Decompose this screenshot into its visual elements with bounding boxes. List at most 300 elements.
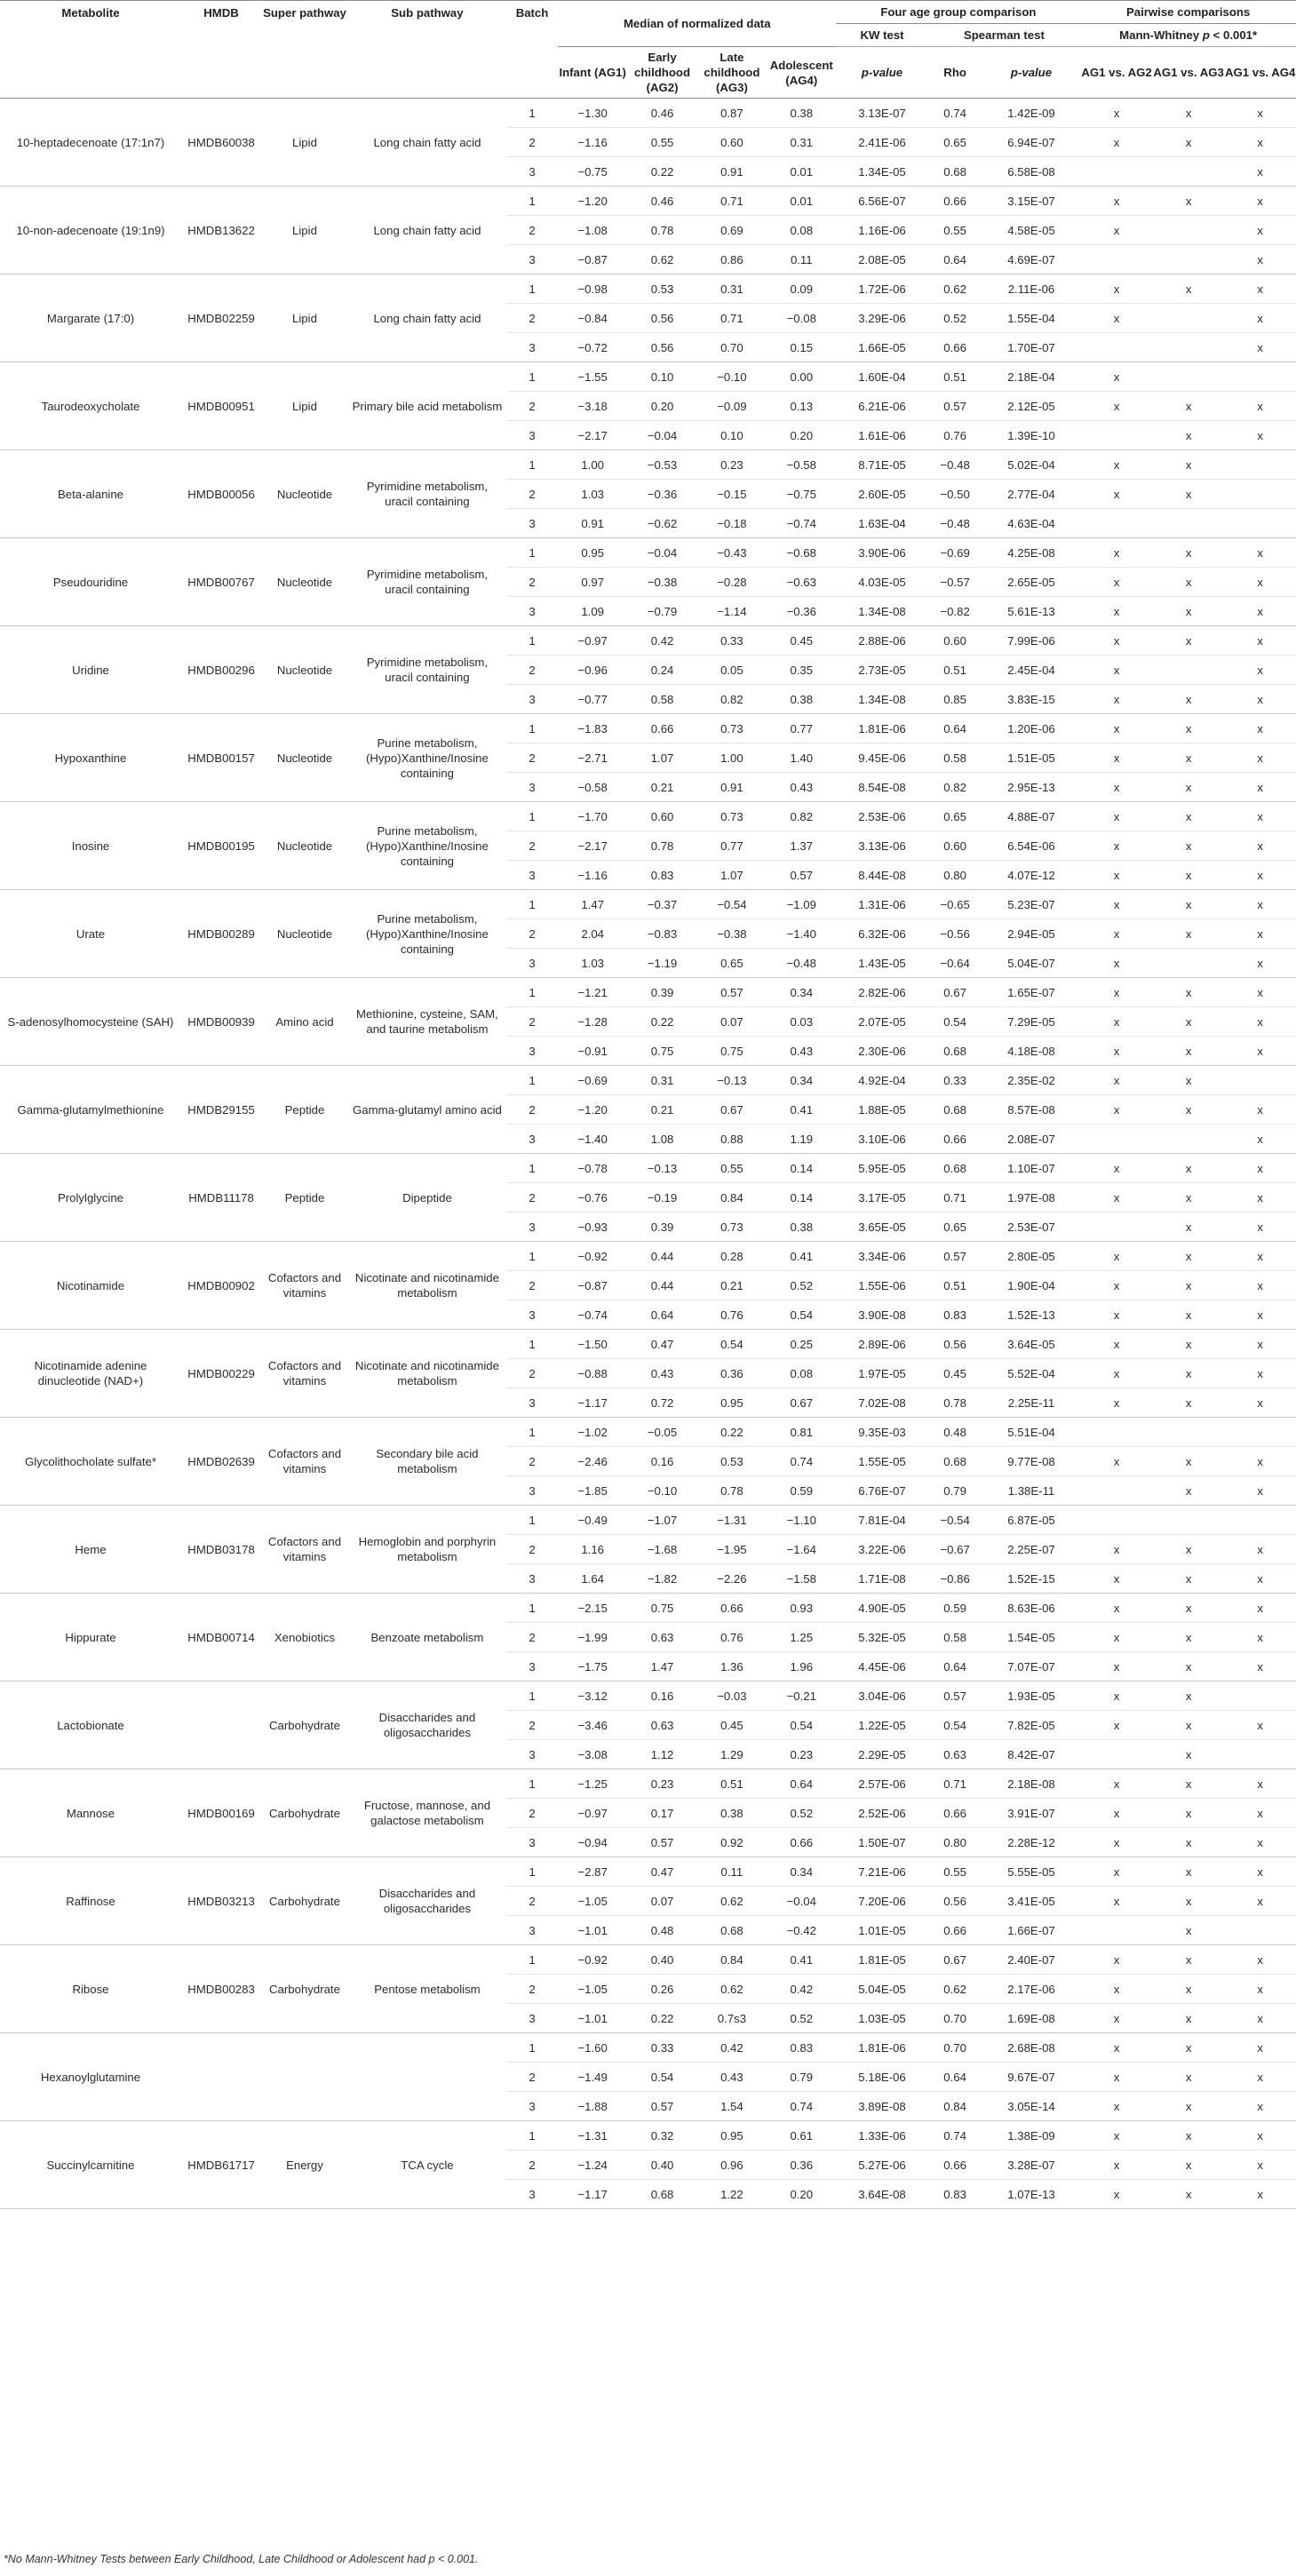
cell-ag1-vs-ag3: x [1153,1447,1225,1476]
cell-ag1-vs-ag3: x [1153,421,1225,450]
cell-spearman-p-value: 5.04E-07 [982,949,1081,978]
cell-adolescent: 0.20 [767,2180,836,2209]
hmdb-id: HMDB13622 [181,187,261,274]
cell-ag1-vs-ag3: x [1153,1887,1225,1916]
cell-infant: −1.83 [558,714,627,743]
cell-adolescent: 0.43 [767,773,836,802]
cell-ag1-vs-ag2: x [1080,1769,1153,1799]
cell-ag1-vs-ag4: x [1224,421,1296,450]
cell-rho: 0.66 [928,333,982,362]
cell-ag1-vs-ag2: x [1080,2033,1153,2063]
cell-infant: 0.97 [558,568,627,597]
cell-spearman-p-value: 8.57E-08 [982,1095,1081,1125]
cell-rho: −0.57 [928,568,982,597]
sub-pathway: Methionine, cysteine, SAM, and taurine metabolism [348,978,506,1066]
cell-ag1-vs-ag4: x [1224,2180,1296,2209]
cell-early-childhood: 0.57 [627,1828,696,1857]
cell-spearman-p-value: 1.70E-07 [982,333,1081,362]
cell-ag1-vs-ag3: x [1153,274,1225,304]
cell-late-childhood: 0.91 [697,157,767,187]
cell-ag1-vs-ag4: x [1224,626,1296,656]
table-row [0,362,1296,392]
cell-adolescent: 0.42 [767,1975,836,2004]
cell-ag1-vs-ag3: x [1153,1183,1225,1212]
cell-early-childhood: 1.12 [627,1740,696,1769]
cell-infant: −1.20 [558,1095,627,1125]
cell-infant: −0.87 [558,1271,627,1300]
cell-batch: 2 [506,2063,558,2092]
metabolite-name: Margarate (17:0) [0,274,181,362]
cell-spearman-p-value: 4.58E-05 [982,216,1081,245]
cell-ag1-vs-ag4: x [1224,2151,1296,2180]
cell-early-childhood: 0.48 [627,1916,696,1945]
cell-batch: 1 [506,1594,558,1623]
cell-adolescent: 0.14 [767,1154,836,1183]
sub-pathway: Pyrimidine metabolism, uracil containing [348,626,506,714]
cell-rho: 0.64 [928,2063,982,2092]
cell-early-childhood: −0.13 [627,1154,696,1183]
cell-ag1-vs-ag3: x [1153,1769,1225,1799]
cell-ag1-vs-ag4: x [1224,2063,1296,2092]
cell-ag1-vs-ag3: x [1153,2004,1225,2033]
cell-batch: 1 [506,1769,558,1799]
cell-infant: −1.85 [558,1476,627,1506]
cell-adolescent: −1.58 [767,1564,836,1594]
cell-spearman-p-value: 1.51E-05 [982,743,1081,773]
cell-ag1-vs-ag3 [1153,1418,1225,1447]
cell-infant: −0.72 [558,333,627,362]
cell-late-childhood: 1.54 [697,2092,767,2121]
cell-spearman-p-value: 8.63E-06 [982,1594,1081,1623]
cell-batch: 2 [506,2151,558,2180]
cell-ag1-vs-ag4: x [1224,656,1296,685]
cell-spearman-p-value: 1.52E-13 [982,1300,1081,1330]
cell-ag1-vs-ag4 [1224,1418,1296,1447]
cell-late-childhood: 0.84 [697,1945,767,1975]
cell-late-childhood: −1.14 [697,597,767,626]
cell-ag1-vs-ag3: x [1153,597,1225,626]
cell-batch: 2 [506,1095,558,1125]
cell-infant: 1.03 [558,480,627,509]
cell-ag1-vs-ag2: x [1080,773,1153,802]
cell-early-childhood: −0.04 [627,421,696,450]
sub-pathway: Gamma-glutamyl amino acid [348,1066,506,1154]
cell-ag1-vs-ag4: x [1224,1887,1296,1916]
cell-kw-p-value: 1.03E-05 [836,2004,927,2033]
cell-infant: −0.97 [558,626,627,656]
cell-batch: 3 [506,245,558,274]
cell-ag1-vs-ag2: x [1080,1037,1153,1066]
cell-spearman-p-value: 1.52E-15 [982,1564,1081,1594]
cell-kw-p-value: 3.04E-06 [836,1682,927,1711]
cell-ag1-vs-ag2 [1080,333,1153,362]
cell-ag1-vs-ag4: x [1224,1799,1296,1828]
cell-late-childhood: 0.91 [697,773,767,802]
cell-rho: 0.59 [928,1594,982,1623]
cell-adolescent: −0.04 [767,1887,836,1916]
cell-infant: −1.20 [558,187,627,216]
cell-ag1-vs-ag3: x [1153,1975,1225,2004]
cell-ag1-vs-ag3: x [1153,1945,1225,1975]
cell-infant: −1.17 [558,2180,627,2209]
cell-ag1-vs-ag2: x [1080,2092,1153,2121]
super-pathway: Nucleotide [261,802,348,890]
cell-batch: 2 [506,568,558,597]
cell-rho: 0.70 [928,2004,982,2033]
metabolite-name: Gamma-glutamylmethionine [0,1066,181,1154]
cell-kw-p-value: 3.64E-08 [836,2180,927,2209]
cell-ag1-vs-ag3: x [1153,538,1225,568]
table-row [0,274,1296,304]
cell-early-childhood: 0.54 [627,2063,696,2092]
cell-early-childhood: 0.46 [627,99,696,128]
cell-ag1-vs-ag2: x [1080,1652,1153,1682]
cell-ag1-vs-ag4: x [1224,1300,1296,1330]
cell-batch: 3 [506,861,558,890]
cell-kw-p-value: 2.53E-06 [836,802,927,831]
cell-ag1-vs-ag2: x [1080,362,1153,392]
cell-late-childhood: 0.62 [697,1887,767,1916]
cell-adolescent: −0.48 [767,949,836,978]
cell-ag1-vs-ag3: x [1153,1271,1225,1300]
cell-batch: 1 [506,538,558,568]
cell-early-childhood: −1.07 [627,1506,696,1535]
super-pathway: Nucleotide [261,538,348,626]
cell-adolescent: 0.15 [767,333,836,362]
cell-spearman-p-value: 2.28E-12 [982,1828,1081,1857]
cell-late-childhood: 1.00 [697,743,767,773]
cell-ag1-vs-ag3: x [1153,743,1225,773]
cell-adolescent: 0.66 [767,1828,836,1857]
cell-kw-p-value: 2.57E-06 [836,1769,927,1799]
cell-kw-p-value: 1.97E-05 [836,1359,927,1388]
cell-batch: 2 [506,128,558,157]
cell-ag1-vs-ag2: x [1080,2063,1153,2092]
cell-late-childhood: −0.54 [697,890,767,919]
cell-rho: 0.82 [928,773,982,802]
hmdb-id: HMDB03213 [181,1857,261,1945]
cell-early-childhood: −0.36 [627,480,696,509]
cell-batch: 3 [506,1125,558,1154]
table-row [0,99,1296,128]
cell-early-childhood: 0.63 [627,1711,696,1740]
cell-infant: −1.31 [558,2121,627,2151]
cell-rho: 0.56 [928,1330,982,1359]
cell-spearman-p-value: 5.52E-04 [982,1359,1081,1388]
cell-ag1-vs-ag3 [1153,216,1225,245]
cell-batch: 3 [506,157,558,187]
cell-kw-p-value: 3.90E-06 [836,538,927,568]
table-row [0,450,1296,480]
cell-ag1-vs-ag2 [1080,1212,1153,1242]
super-pathway: Nucleotide [261,714,348,802]
cell-ag1-vs-ag4: x [1224,333,1296,362]
cell-early-childhood: 0.42 [627,626,696,656]
cell-infant: −0.94 [558,1828,627,1857]
cell-batch: 1 [506,1857,558,1887]
cell-kw-p-value: 1.60E-04 [836,362,927,392]
cell-early-childhood: 0.21 [627,1095,696,1125]
cell-spearman-p-value: 5.61E-13 [982,597,1081,626]
sub-pathway: Primary bile acid metabolism [348,362,506,450]
cell-adolescent: −0.21 [767,1682,836,1711]
cell-late-childhood: −0.38 [697,919,767,949]
cell-infant: 1.09 [558,597,627,626]
cell-infant: −0.77 [558,685,627,714]
cell-rho: 0.62 [928,1975,982,2004]
cell-ag1-vs-ag2: x [1080,1711,1153,1740]
cell-spearman-p-value: 5.51E-04 [982,1418,1081,1447]
cell-ag1-vs-ag4: x [1224,1330,1296,1359]
cell-kw-p-value: 1.55E-06 [836,1271,927,1300]
cell-late-childhood: −0.13 [697,1066,767,1095]
cell-infant: −1.99 [558,1623,627,1652]
cell-spearman-p-value: 2.18E-04 [982,362,1081,392]
cell-infant: −0.78 [558,1154,627,1183]
cell-spearman-p-value: 1.66E-07 [982,1916,1081,1945]
cell-ag1-vs-ag3: x [1153,685,1225,714]
cell-early-childhood: 0.43 [627,1359,696,1388]
sub-pathway: Long chain fatty acid [348,187,506,274]
cell-ag1-vs-ag3: x [1153,1359,1225,1388]
cell-infant: −1.08 [558,216,627,245]
cell-late-childhood: 0.73 [697,1212,767,1242]
cell-ag1-vs-ag3 [1153,1506,1225,1535]
cell-rho: −0.50 [928,480,982,509]
cell-ag1-vs-ag4: x [1224,1095,1296,1125]
cell-spearman-p-value: 1.07E-13 [982,2180,1081,2209]
cell-ag1-vs-ag4: x [1224,128,1296,157]
cell-ag1-vs-ag4: x [1224,1535,1296,1564]
cell-kw-p-value: 1.34E-08 [836,685,927,714]
cell-spearman-p-value: 4.88E-07 [982,802,1081,831]
cell-ag1-vs-ag3: x [1153,99,1225,128]
cell-batch: 3 [506,1652,558,1682]
cell-ag1-vs-ag4 [1224,480,1296,509]
cell-ag1-vs-ag4: x [1224,1183,1296,1212]
cell-kw-p-value: 7.21E-06 [836,1857,927,1887]
cell-kw-p-value: 1.81E-06 [836,714,927,743]
cell-spearman-p-value: 2.80E-05 [982,1242,1081,1271]
cell-adolescent: 0.09 [767,274,836,304]
cell-late-childhood: 0.33 [697,626,767,656]
cell-late-childhood: 0.38 [697,1799,767,1828]
cell-batch: 2 [506,1447,558,1476]
cell-late-childhood: 0.42 [697,2033,767,2063]
super-pathway: Peptide [261,1154,348,1242]
cell-ag1-vs-ag4: x [1224,949,1296,978]
cell-ag1-vs-ag2: x [1080,1447,1153,1476]
metabolite-name: Prolylglycine [0,1154,181,1242]
cell-late-childhood: −1.95 [697,1535,767,1564]
cell-adolescent: 0.20 [767,421,836,450]
cell-batch: 3 [506,1212,558,1242]
header-median-group: Median of normalized data [558,1,836,47]
cell-batch: 3 [506,1916,558,1945]
cell-adolescent: 0.61 [767,2121,836,2151]
cell-late-childhood: 1.22 [697,2180,767,2209]
cell-adolescent: 0.41 [767,1095,836,1125]
sub-pathway: Nicotinate and nicotinamide metabolism [348,1330,506,1418]
cell-late-childhood: 0.86 [697,245,767,274]
cell-ag1-vs-ag2: x [1080,1682,1153,1711]
cell-early-childhood: −0.38 [627,568,696,597]
cell-ag1-vs-ag4 [1224,1066,1296,1095]
cell-infant: −0.98 [558,274,627,304]
cell-rho: 0.67 [928,1945,982,1975]
cell-rho: 0.78 [928,1388,982,1418]
cell-late-childhood: 0.76 [697,1623,767,1652]
cell-batch: 2 [506,919,558,949]
cell-ag1-vs-ag2 [1080,1125,1153,1154]
metabolite-name: Nicotinamide adenine dinucleotide (NAD+) [0,1330,181,1418]
cell-late-childhood: −0.18 [697,509,767,538]
cell-late-childhood: 0.69 [697,216,767,245]
cell-adolescent: 0.23 [767,1740,836,1769]
cell-rho: 0.74 [928,2121,982,2151]
cell-ag1-vs-ag4: x [1224,99,1296,128]
cell-adolescent: 0.79 [767,2063,836,2092]
cell-adolescent: 0.31 [767,128,836,157]
cell-late-childhood: 0.57 [697,978,767,1007]
hmdb-id [181,1682,261,1769]
cell-infant: −2.17 [558,421,627,450]
cell-rho: 0.57 [928,1682,982,1711]
cell-ag1-vs-ag3: x [1153,1535,1225,1564]
sub-pathway: Benzoate metabolism [348,1594,506,1682]
cell-kw-p-value: 1.81E-05 [836,1945,927,1975]
header-super-pathway: Super pathway [261,1,348,99]
cell-adolescent: −1.40 [767,919,836,949]
cell-ag1-vs-ag3: x [1153,1300,1225,1330]
cell-kw-p-value: 4.03E-05 [836,568,927,597]
cell-adolescent: −0.08 [767,304,836,333]
cell-ag1-vs-ag2 [1080,1506,1153,1535]
cell-ag1-vs-ag2: x [1080,919,1153,949]
cell-infant: −3.46 [558,1711,627,1740]
cell-batch: 1 [506,1066,558,1095]
cell-early-childhood: −0.05 [627,1418,696,1447]
cell-rho: 0.64 [928,245,982,274]
cell-spearman-p-value: 1.97E-08 [982,1183,1081,1212]
cell-kw-p-value: 2.41E-06 [836,128,927,157]
hmdb-id: HMDB00169 [181,1769,261,1857]
hmdb-id: HMDB00157 [181,714,261,802]
metabolite-name: Heme [0,1506,181,1594]
hmdb-id: HMDB00767 [181,538,261,626]
table-row [0,1769,1296,1799]
cell-adolescent: 0.43 [767,1037,836,1066]
cell-kw-p-value: 3.65E-05 [836,1212,927,1242]
cell-early-childhood: −0.37 [627,890,696,919]
cell-kw-p-value: 4.45E-06 [836,1652,927,1682]
cell-ag1-vs-ag4: x [1224,919,1296,949]
cell-adolescent: 0.67 [767,1388,836,1418]
metabolite-name: Urate [0,890,181,978]
cell-late-childhood: −0.09 [697,392,767,421]
cell-rho: −0.86 [928,1564,982,1594]
cell-early-childhood: −0.19 [627,1183,696,1212]
cell-early-childhood: 0.56 [627,304,696,333]
cell-ag1-vs-ag2: x [1080,2151,1153,2180]
cell-batch: 2 [506,1535,558,1564]
cell-infant: −1.21 [558,978,627,1007]
cell-adolescent: −0.68 [767,538,836,568]
cell-rho: 0.84 [928,2092,982,2121]
cell-rho: 0.62 [928,274,982,304]
metabolite-name: Nicotinamide [0,1242,181,1330]
hmdb-id: HMDB02259 [181,274,261,362]
cell-ag1-vs-ag3 [1153,304,1225,333]
cell-rho: 0.80 [928,1828,982,1857]
cell-early-childhood: 0.16 [627,1682,696,1711]
table-header [0,1,1296,99]
cell-kw-p-value: 2.52E-06 [836,1799,927,1828]
cell-infant: −1.25 [558,1769,627,1799]
header-late-childhood: Late childhood (AG3) [697,47,767,99]
cell-infant: −0.58 [558,773,627,802]
header-batch: Batch [506,1,558,99]
sub-pathway: Disaccharides and oligosaccharides [348,1857,506,1945]
cell-batch: 3 [506,2004,558,2033]
sub-pathway: Secondary bile acid metabolism [348,1418,506,1506]
cell-ag1-vs-ag3: x [1153,919,1225,949]
cell-batch: 1 [506,362,558,392]
cell-ag1-vs-ag3: x [1153,1066,1225,1095]
cell-early-childhood: 0.72 [627,1388,696,1418]
cell-kw-p-value: 4.92E-04 [836,1066,927,1095]
cell-late-childhood: 0.71 [697,304,767,333]
cell-kw-p-value: 7.20E-06 [836,1887,927,1916]
header-adolescent: Adolescent (AG4) [767,47,836,99]
metabolite-name: Beta-alanine [0,450,181,538]
cell-ag1-vs-ag2: x [1080,656,1153,685]
cell-rho: 0.52 [928,304,982,333]
cell-infant: 1.03 [558,949,627,978]
cell-rho: −0.67 [928,1535,982,1564]
cell-adolescent: 0.34 [767,1066,836,1095]
cell-spearman-p-value: 2.65E-05 [982,568,1081,597]
header-spearman-p-value: p-value [982,47,1081,99]
cell-spearman-p-value: 3.64E-05 [982,1330,1081,1359]
cell-ag1-vs-ag4: x [1224,1242,1296,1271]
cell-spearman-p-value: 3.15E-07 [982,187,1081,216]
super-pathway [261,2033,348,2121]
hmdb-id: HMDB00289 [181,890,261,978]
cell-late-childhood: 0.78 [697,1476,767,1506]
cell-early-childhood: 0.17 [627,1799,696,1828]
cell-kw-p-value: 7.02E-08 [836,1388,927,1418]
cell-kw-p-value: 2.82E-06 [836,978,927,1007]
cell-ag1-vs-ag4: x [1224,2121,1296,2151]
cell-infant: −2.87 [558,1857,627,1887]
cell-rho: 0.58 [928,743,982,773]
cell-ag1-vs-ag2: x [1080,1242,1153,1271]
cell-ag1-vs-ag4: x [1224,861,1296,890]
cell-ag1-vs-ag3 [1153,656,1225,685]
cell-ag1-vs-ag2: x [1080,2121,1153,2151]
cell-batch: 2 [506,1975,558,2004]
cell-ag1-vs-ag3 [1153,949,1225,978]
cell-batch: 3 [506,597,558,626]
cell-spearman-p-value: 1.20E-06 [982,714,1081,743]
cell-adolescent: 0.77 [767,714,836,743]
cell-kw-p-value: 3.22E-06 [836,1535,927,1564]
hmdb-id: HMDB61717 [181,2121,261,2209]
cell-spearman-p-value: 2.95E-13 [982,773,1081,802]
cell-late-childhood: 1.07 [697,861,767,890]
cell-batch: 3 [506,1476,558,1506]
